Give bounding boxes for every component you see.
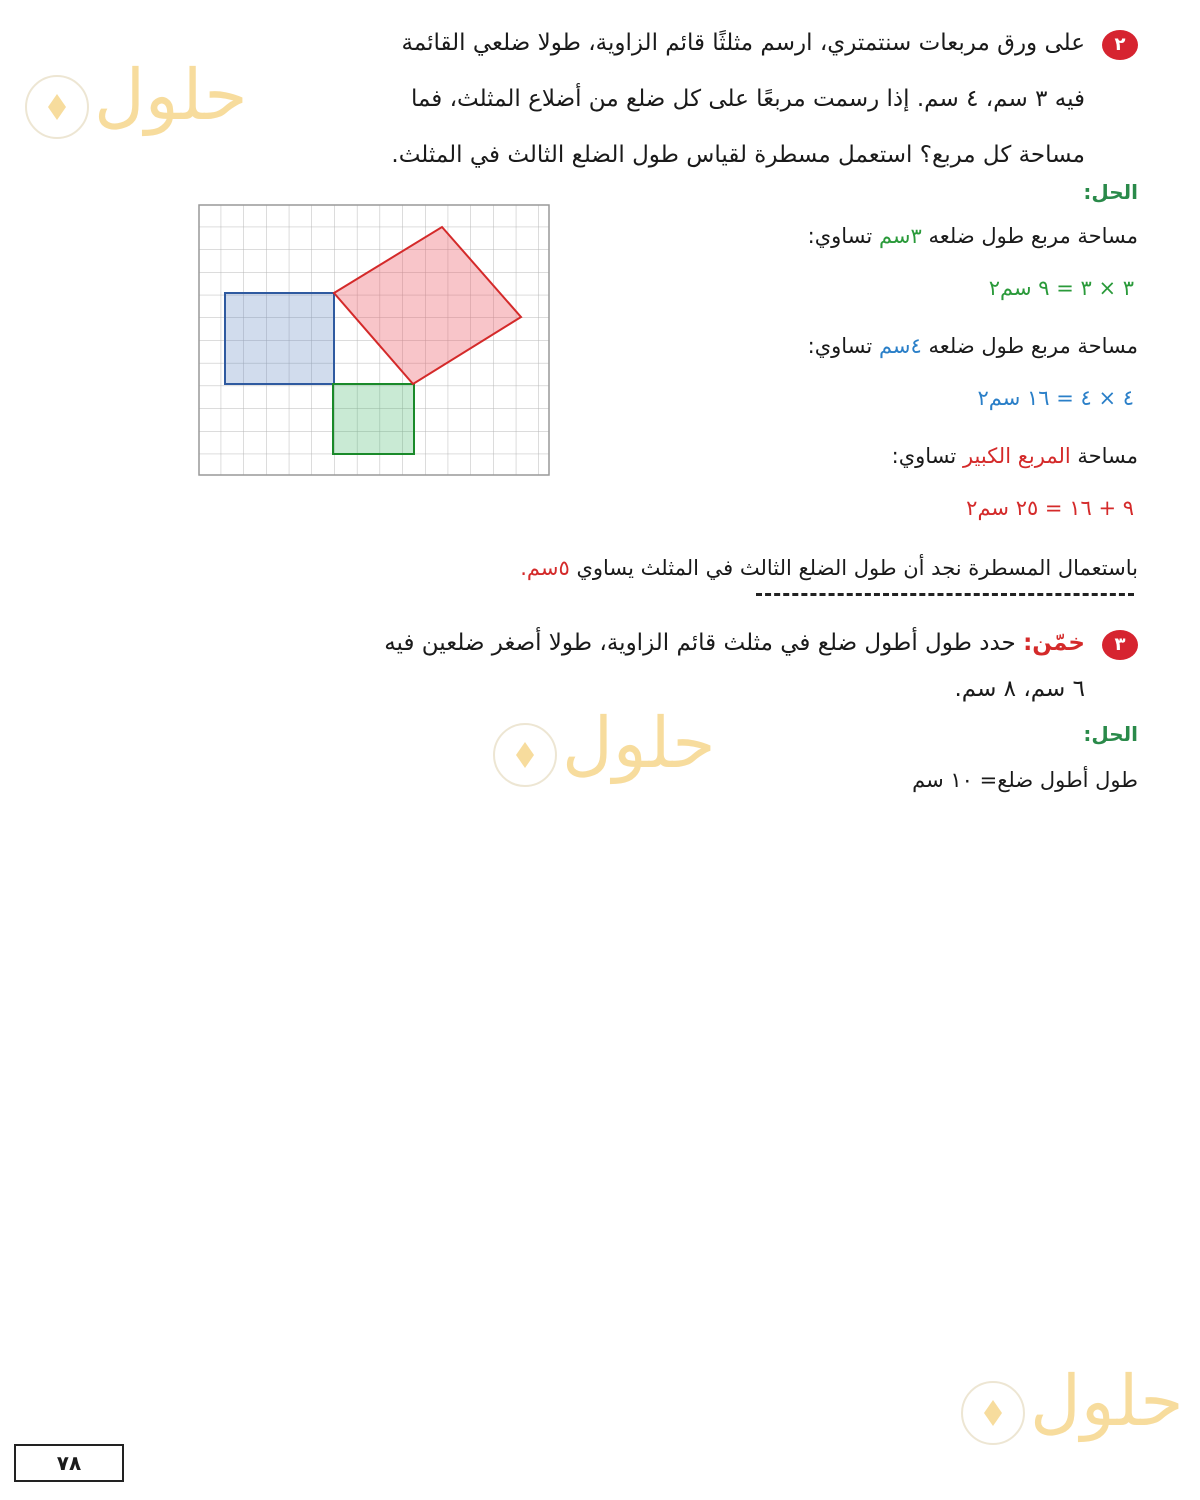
blue-square <box>225 293 334 384</box>
question-3-line-2: ٦ سم، ٨ سم. <box>954 676 1085 702</box>
conclusion-prefix: باستعمال المسطرة نجد أن طول الضلع الثالث في المثلث يساوي <box>569 556 1138 580</box>
equation-3: ٩ + ١٦ = ٢٥ سم٢ <box>966 496 1134 520</box>
guess-keyword: خمّن: <box>1023 630 1085 656</box>
step-2-text <box>808 334 1138 358</box>
step-3-suffix: تساوي: <box>891 444 963 468</box>
conclusion-text <box>520 556 1138 580</box>
question-2-line-1: على ورق مربعات سنتمتري، ارسم مثلثًا قائم الزاوية، طولا ضلعي القائمة <box>401 30 1085 56</box>
step-1-highlight: ٣سم <box>878 224 922 248</box>
step-3-highlight: المربع الكبير <box>962 444 1071 468</box>
step-1-suffix: تساوي: <box>807 224 879 248</box>
step-1-text <box>808 224 1138 248</box>
answer-3: طول أطول ضلع= ١٠ سم <box>912 768 1138 792</box>
watermark-text: حلول <box>1030 1360 1184 1442</box>
equation-1: ٣ × ٣ = ٩ سم٢ <box>988 276 1134 300</box>
green-square <box>333 384 414 454</box>
conclusion-highlight: ٥سم. <box>520 556 570 580</box>
question-2-line-3: مساحة كل مربع؟ استعمل مسطرة لقياس طول الضلع الثالث في المثلث. <box>391 142 1085 168</box>
step-3-text <box>892 444 1138 468</box>
step-2-suffix: تساوي: <box>807 334 879 358</box>
watermark-logo-icon <box>24 74 90 140</box>
watermark-logo-icon <box>960 1380 1026 1446</box>
watermark-logo-icon <box>492 722 558 788</box>
question-2-line-2: فيه ٣ سم، ٤ سم. إذا رسمت مربعًا على كل ضلع من أضلاع المثلث، فما <box>410 86 1085 112</box>
solution-label-3: الحل: <box>1083 722 1138 746</box>
question-3-badge: ٣ <box>1102 630 1138 660</box>
question-2-badge: ٢ <box>1102 30 1138 60</box>
question-3-text: حدد طول أطول ضلع في مثلث قائم الزاوية، طولا أصغر ضلعين فيه <box>384 630 1024 656</box>
page-number: ٧٨ <box>14 1444 124 1482</box>
section-divider <box>756 593 1134 596</box>
watermark-text: حلول <box>94 54 248 136</box>
solution-label-2: الحل: <box>1083 180 1138 204</box>
step-1-prefix: مساحة مربع طول ضلعه <box>921 224 1138 248</box>
step-2-highlight: ٤سم <box>878 334 922 358</box>
step-2-prefix: مساحة مربع طول ضلعه <box>921 334 1138 358</box>
watermark-text: حلول <box>562 702 716 784</box>
grid-figure <box>198 204 550 476</box>
question-3-line-1 <box>384 630 1085 656</box>
watermark-middle <box>492 702 716 800</box>
watermark-top <box>24 54 248 152</box>
equation-2: ٤ × ٤ = ١٦ سم٢ <box>977 386 1134 410</box>
step-3-prefix: مساحة <box>1070 444 1138 468</box>
watermark-bottom <box>960 1360 1184 1458</box>
